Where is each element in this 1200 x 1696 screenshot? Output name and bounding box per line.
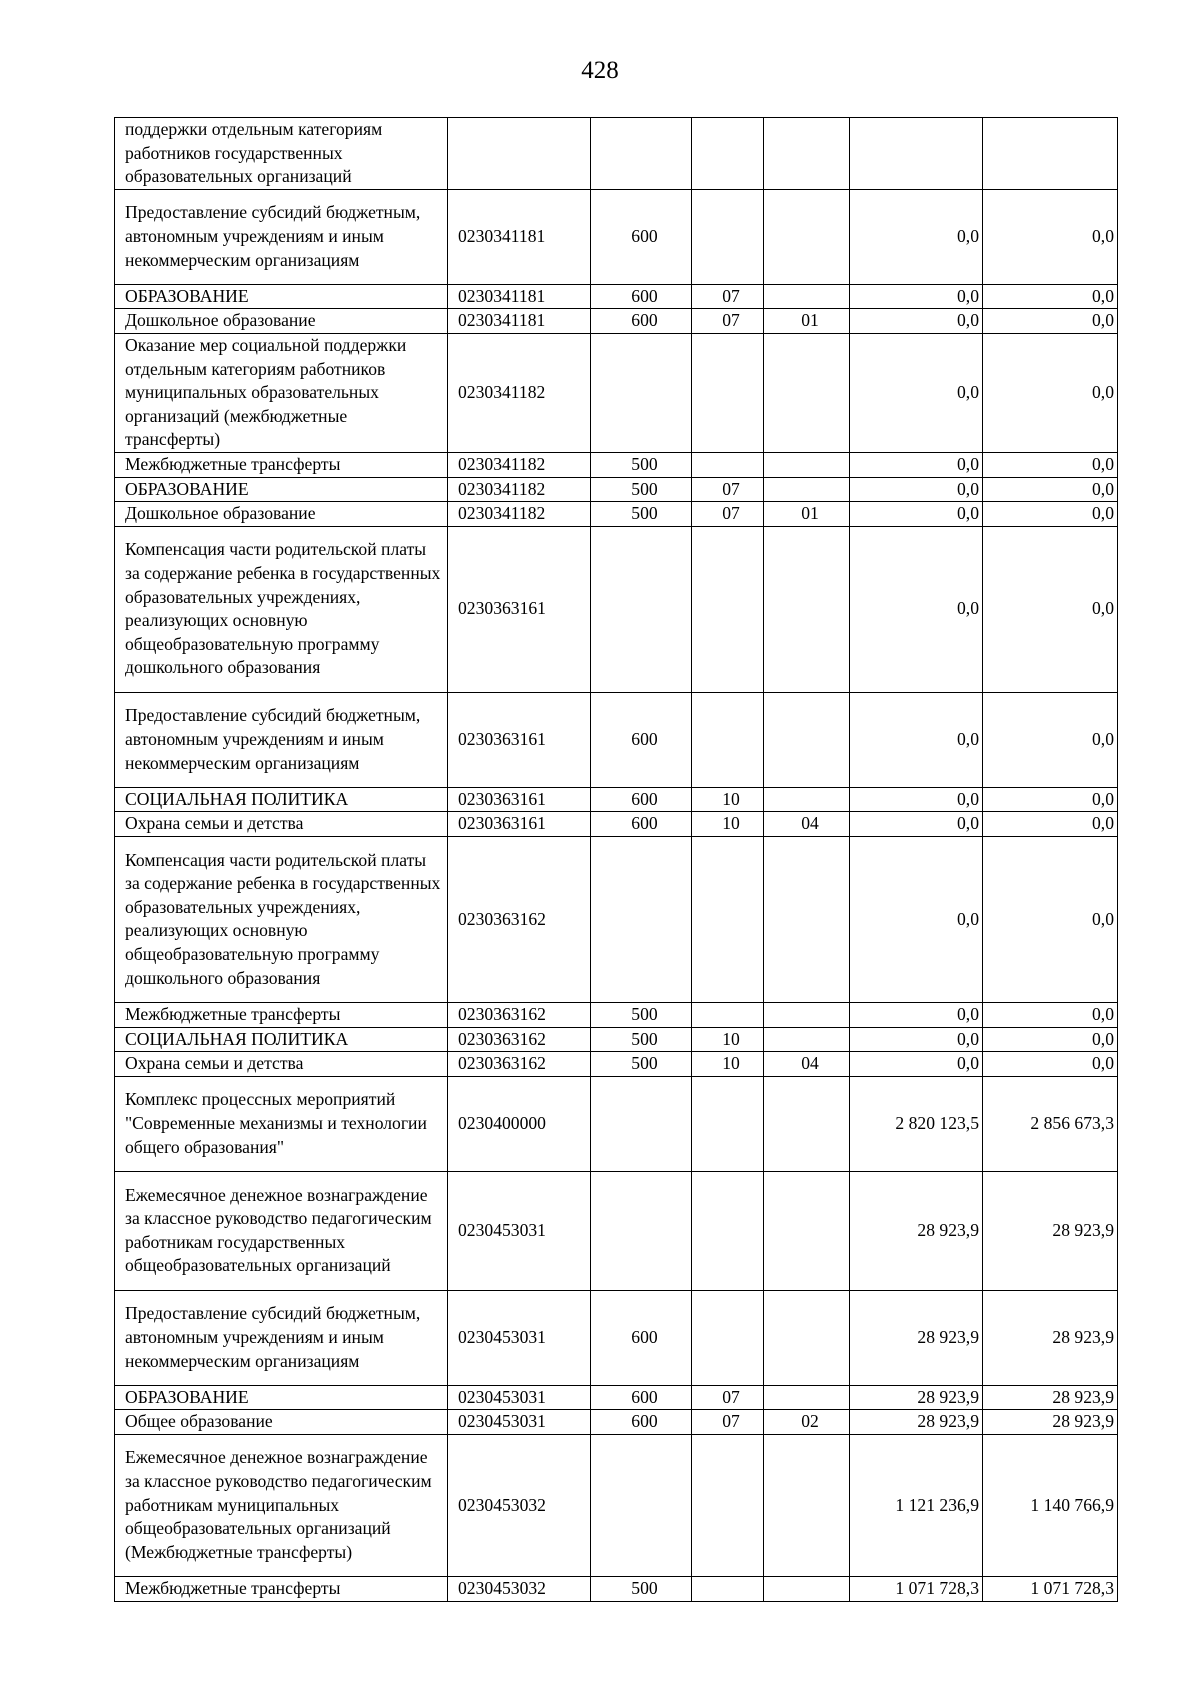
section-cell: [692, 1434, 764, 1576]
subsection-cell: 01: [764, 502, 850, 527]
target-code-cell: 0230453031: [448, 1410, 591, 1435]
expense-type-cell: [591, 1076, 692, 1171]
row-name-cell: Охрана семьи и детства: [115, 1052, 448, 1077]
table-row: [115, 309, 1118, 334]
expense-type-cell: 600: [591, 1410, 692, 1435]
table-row: [115, 1052, 1118, 1077]
subsection-cell: [764, 787, 850, 812]
table-row: [115, 1027, 1118, 1052]
expense-type-cell: 500: [591, 1027, 692, 1052]
target-code-cell: 0230453032: [448, 1576, 591, 1601]
expense-type-cell: 600: [591, 309, 692, 334]
amount-year1-cell: 0,0: [850, 836, 983, 1002]
amount-year1-cell: 0,0: [850, 189, 983, 284]
amount-year1-cell: 0,0: [850, 526, 983, 692]
amount-year2-cell: 0,0: [983, 333, 1118, 452]
subsection-cell: [764, 477, 850, 502]
section-cell: 10: [692, 1052, 764, 1077]
section-cell: 07: [692, 309, 764, 334]
target-code-cell: 0230363161: [448, 787, 591, 812]
table-row: [115, 452, 1118, 477]
row-name-cell: Дошкольное образование: [115, 502, 448, 527]
table-row: [115, 118, 1118, 190]
amount-year2-cell: 0,0: [983, 1052, 1118, 1077]
amount-year1-cell: 28 923,9: [850, 1290, 983, 1385]
amount-year1-cell: 0,0: [850, 1002, 983, 1027]
amount-year1-cell: [850, 118, 983, 190]
row-name-cell: Оказание мер социальной поддержки отдельным категориям работников муниципальных образовательных организаций (межбюджетные трансферты): [115, 333, 448, 452]
amount-year2-cell: 0,0: [983, 284, 1118, 309]
amount-year2-cell: 0,0: [983, 1002, 1118, 1027]
expense-type-cell: [591, 1171, 692, 1290]
table-row: [115, 1171, 1118, 1290]
amount-year2-cell: 0,0: [983, 309, 1118, 334]
amount-year1-cell: 2 820 123,5: [850, 1076, 983, 1171]
amount-year1-cell: 0,0: [850, 284, 983, 309]
target-code-cell: 0230453031: [448, 1171, 591, 1290]
subsection-cell: 01: [764, 309, 850, 334]
expense-type-cell: [591, 526, 692, 692]
expense-type-cell: 600: [591, 1290, 692, 1385]
target-code-cell: 0230400000: [448, 1076, 591, 1171]
amount-year1-cell: 0,0: [850, 333, 983, 452]
amount-year2-cell: 1 140 766,9: [983, 1434, 1118, 1576]
subsection-cell: [764, 284, 850, 309]
table-row: [115, 1385, 1118, 1410]
table-row: [115, 1002, 1118, 1027]
section-cell: [692, 333, 764, 452]
expense-type-cell: [591, 1434, 692, 1576]
expense-type-cell: [591, 836, 692, 1002]
section-cell: [692, 1002, 764, 1027]
subsection-cell: [764, 836, 850, 1002]
table-row: [115, 692, 1118, 787]
amount-year1-cell: 28 923,9: [850, 1410, 983, 1435]
row-name-cell: Компенсация части родительской платы за содержание ребенка в государственных образовательных учреждениях, реализующих основную общеобразовательную программу дошкольного образования: [115, 526, 448, 692]
expense-type-cell: 500: [591, 1002, 692, 1027]
target-code-cell: 0230453032: [448, 1434, 591, 1576]
target-code-cell: 0230363162: [448, 1027, 591, 1052]
amount-year1-cell: 0,0: [850, 309, 983, 334]
section-cell: 10: [692, 787, 764, 812]
row-name-cell: Предоставление субсидий бюджетным, автономным учреждениям и иным некоммерческим организациям: [115, 189, 448, 284]
table-row: [115, 1434, 1118, 1576]
subsection-cell: [764, 1576, 850, 1601]
expense-type-cell: 500: [591, 477, 692, 502]
expense-type-cell: 600: [591, 284, 692, 309]
subsection-cell: 02: [764, 1410, 850, 1435]
target-code-cell: 0230363162: [448, 836, 591, 1002]
expense-type-cell: 600: [591, 812, 692, 837]
amount-year2-cell: 0,0: [983, 836, 1118, 1002]
row-name-cell: Предоставление субсидий бюджетным, автономным учреждениям и иным некоммерческим организациям: [115, 1290, 448, 1385]
target-code-cell: 0230341182: [448, 333, 591, 452]
target-code-cell: 0230363161: [448, 526, 591, 692]
amount-year1-cell: 1 071 728,3: [850, 1576, 983, 1601]
table-row: [115, 787, 1118, 812]
table-row: [115, 284, 1118, 309]
row-name-cell: Дошкольное образование: [115, 309, 448, 334]
subsection-cell: [764, 189, 850, 284]
amount-year2-cell: 28 923,9: [983, 1410, 1118, 1435]
section-cell: 10: [692, 812, 764, 837]
amount-year2-cell: 28 923,9: [983, 1385, 1118, 1410]
subsection-cell: [764, 452, 850, 477]
amount-year1-cell: 0,0: [850, 692, 983, 787]
section-cell: [692, 1171, 764, 1290]
expense-type-cell: [591, 333, 692, 452]
section-cell: 10: [692, 1027, 764, 1052]
section-cell: 07: [692, 477, 764, 502]
row-name-cell: ОБРАЗОВАНИЕ: [115, 284, 448, 309]
section-cell: [692, 692, 764, 787]
subsection-cell: 04: [764, 1052, 850, 1077]
amount-year2-cell: 28 923,9: [983, 1171, 1118, 1290]
expense-type-cell: 500: [591, 1052, 692, 1077]
budget-table: [114, 117, 1118, 1602]
target-code-cell: 0230341182: [448, 477, 591, 502]
row-name-cell: Компенсация части родительской платы за содержание ребенка в государственных образовательных учреждениях, реализующих основную общеобразовательную программу дошкольного образования: [115, 836, 448, 1002]
amount-year1-cell: 0,0: [850, 1027, 983, 1052]
subsection-cell: [764, 1385, 850, 1410]
target-code-cell: 0230341181: [448, 309, 591, 334]
target-code-cell: 0230341182: [448, 452, 591, 477]
amount-year2-cell: 0,0: [983, 692, 1118, 787]
target-code-cell: 0230341181: [448, 284, 591, 309]
subsection-cell: [764, 1002, 850, 1027]
amount-year2-cell: 0,0: [983, 812, 1118, 837]
amount-year1-cell: 28 923,9: [850, 1171, 983, 1290]
subsection-cell: [764, 1027, 850, 1052]
row-name-cell: поддержки отдельным категориям работников государственных образовательных организаций: [115, 118, 448, 190]
row-name-cell: СОЦИАЛЬНАЯ ПОЛИТИКА: [115, 787, 448, 812]
expense-type-cell: 500: [591, 452, 692, 477]
row-name-cell: Ежемесячное денежное вознаграждение за классное руководство педагогическим работникам муниципальных общеобразовательных организаций (Межбюджетные трансферты): [115, 1434, 448, 1576]
target-code-cell: [448, 118, 591, 190]
amount-year1-cell: 0,0: [850, 452, 983, 477]
amount-year2-cell: 0,0: [983, 452, 1118, 477]
page-number: 428: [581, 57, 619, 84]
table-row: [115, 812, 1118, 837]
section-cell: 07: [692, 1410, 764, 1435]
row-name-cell: Общее образование: [115, 1410, 448, 1435]
amount-year2-cell: 0,0: [983, 1027, 1118, 1052]
table-row: [115, 1076, 1118, 1171]
section-cell: [692, 1290, 764, 1385]
amount-year1-cell: 0,0: [850, 787, 983, 812]
section-cell: [692, 1576, 764, 1601]
amount-year2-cell: 0,0: [983, 787, 1118, 812]
table-row: [115, 333, 1118, 452]
subsection-cell: [764, 1290, 850, 1385]
amount-year2-cell: 0,0: [983, 477, 1118, 502]
subsection-cell: [764, 333, 850, 452]
amount-year2-cell: [983, 118, 1118, 190]
subsection-cell: [764, 526, 850, 692]
amount-year1-cell: 1 121 236,9: [850, 1434, 983, 1576]
section-cell: [692, 118, 764, 190]
row-name-cell: Межбюджетные трансферты: [115, 452, 448, 477]
row-name-cell: ОБРАЗОВАНИЕ: [115, 477, 448, 502]
subsection-cell: [764, 692, 850, 787]
amount-year2-cell: 1 071 728,3: [983, 1576, 1118, 1601]
expense-type-cell: 600: [591, 692, 692, 787]
section-cell: 07: [692, 284, 764, 309]
table-body: [115, 118, 1118, 1602]
amount-year2-cell: 28 923,9: [983, 1290, 1118, 1385]
row-name-cell: СОЦИАЛЬНАЯ ПОЛИТИКА: [115, 1027, 448, 1052]
subsection-cell: [764, 1076, 850, 1171]
table-row: [115, 502, 1118, 527]
subsection-cell: [764, 1171, 850, 1290]
table-row: [115, 1410, 1118, 1435]
amount-year1-cell: 28 923,9: [850, 1385, 983, 1410]
expense-type-cell: [591, 118, 692, 190]
amount-year2-cell: 0,0: [983, 502, 1118, 527]
target-code-cell: 0230453031: [448, 1385, 591, 1410]
target-code-cell: 0230363162: [448, 1002, 591, 1027]
section-cell: 07: [692, 1385, 764, 1410]
target-code-cell: 0230363161: [448, 812, 591, 837]
amount-year2-cell: 0,0: [983, 526, 1118, 692]
target-code-cell: 0230341182: [448, 502, 591, 527]
subsection-cell: [764, 1434, 850, 1576]
section-cell: [692, 526, 764, 692]
amount-year1-cell: 0,0: [850, 812, 983, 837]
expense-type-cell: 500: [591, 1576, 692, 1601]
table-row: [115, 526, 1118, 692]
table-row: [115, 1290, 1118, 1385]
target-code-cell: 0230363161: [448, 692, 591, 787]
table-row: [115, 189, 1118, 284]
amount-year1-cell: 0,0: [850, 502, 983, 527]
amount-year2-cell: 0,0: [983, 189, 1118, 284]
section-cell: [692, 189, 764, 284]
table-row: [115, 1576, 1118, 1601]
subsection-cell: 04: [764, 812, 850, 837]
target-code-cell: 0230341181: [448, 189, 591, 284]
row-name-cell: Межбюджетные трансферты: [115, 1002, 448, 1027]
section-cell: 07: [692, 502, 764, 527]
row-name-cell: Предоставление субсидий бюджетным, автономным учреждениям и иным некоммерческим организациям: [115, 692, 448, 787]
expense-type-cell: 600: [591, 189, 692, 284]
amount-year1-cell: 0,0: [850, 1052, 983, 1077]
section-cell: [692, 836, 764, 1002]
amount-year1-cell: 0,0: [850, 477, 983, 502]
table-row: [115, 477, 1118, 502]
row-name-cell: Межбюджетные трансферты: [115, 1576, 448, 1601]
expense-type-cell: 600: [591, 1385, 692, 1410]
expense-type-cell: 600: [591, 787, 692, 812]
expense-type-cell: 500: [591, 502, 692, 527]
amount-year2-cell: 2 856 673,3: [983, 1076, 1118, 1171]
row-name-cell: Ежемесячное денежное вознаграждение за классное руководство педагогическим работникам государственных общеобразовательных организаций: [115, 1171, 448, 1290]
row-name-cell: ОБРАЗОВАНИЕ: [115, 1385, 448, 1410]
target-code-cell: 0230363162: [448, 1052, 591, 1077]
row-name-cell: Охрана семьи и детства: [115, 812, 448, 837]
section-cell: [692, 1076, 764, 1171]
target-code-cell: 0230453031: [448, 1290, 591, 1385]
subsection-cell: [764, 118, 850, 190]
section-cell: [692, 452, 764, 477]
row-name-cell: Комплекс процессных мероприятий "Современные механизмы и технологии общего образования": [115, 1076, 448, 1171]
table-row: [115, 836, 1118, 1002]
